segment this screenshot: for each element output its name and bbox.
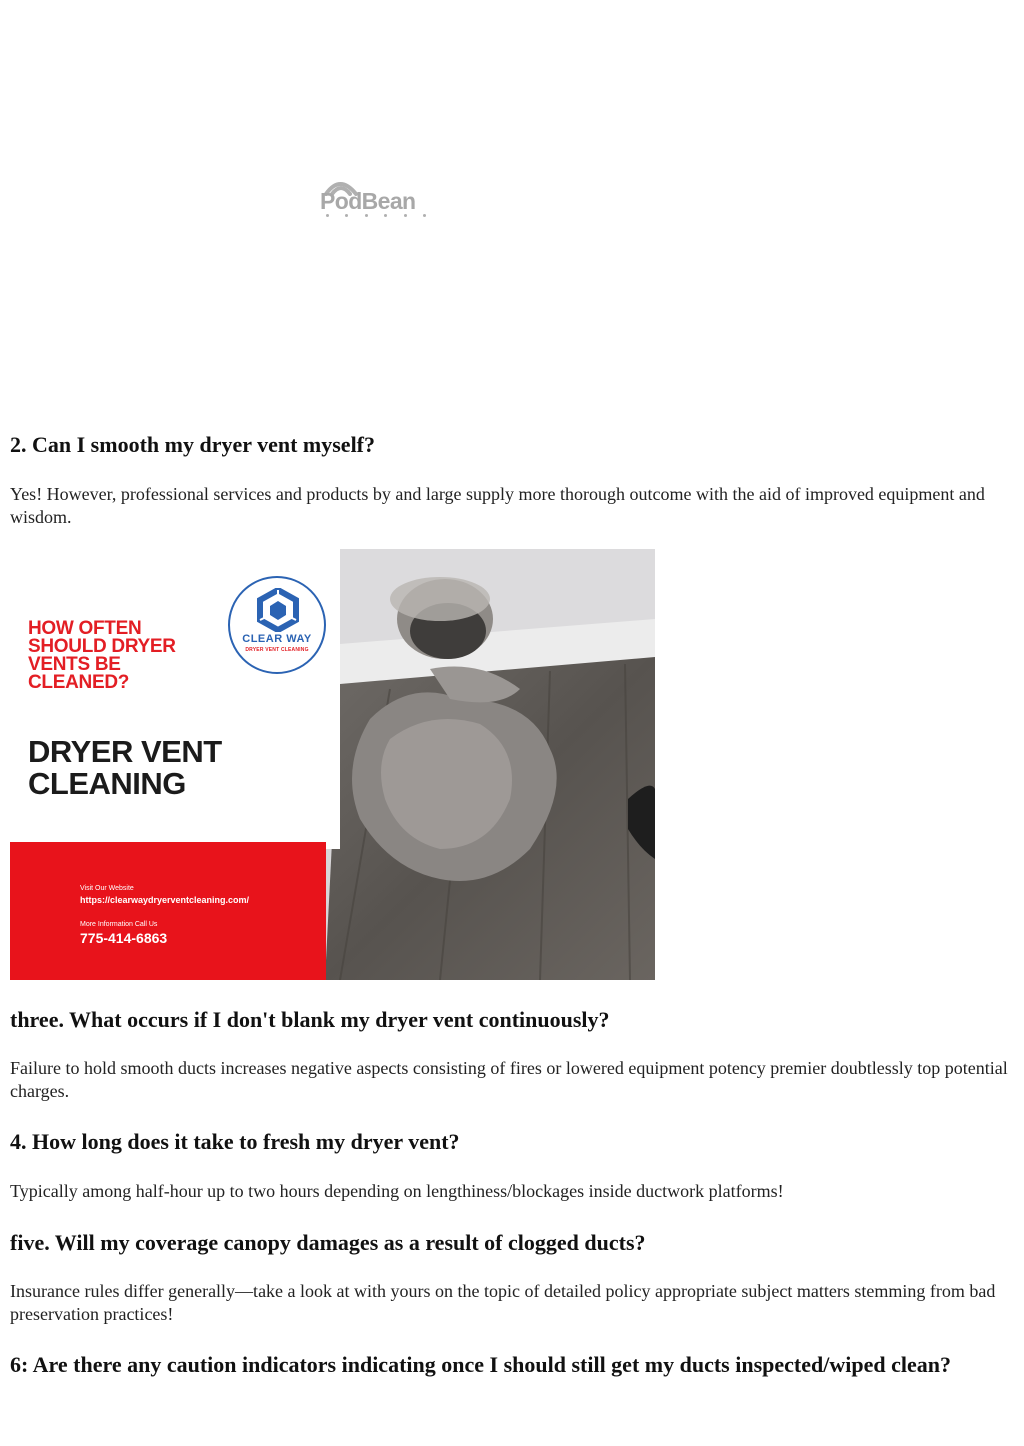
faq-heading-4: 4. How long does it take to fresh my dryer vent? [10, 1129, 460, 1154]
podbean-logo [320, 176, 426, 224]
podcast-player-embed[interactable] [10, 150, 735, 380]
faq-heading-5: five. Will my coverage canopy damages as a result of clogged ducts? [10, 1230, 646, 1255]
faq-heading-2: 2. Can I smooth my dryer vent myself? [10, 432, 376, 457]
badge-brand-name: CLEAR WAY [242, 633, 312, 645]
promo-headline: HOW OFTEN SHOULD DRYER VENTS BE CLEANED? [28, 618, 176, 693]
loading-dots [326, 214, 426, 220]
dryer-vent-promo-image [10, 549, 655, 980]
promo-phone: 775-414-6863 [80, 930, 168, 946]
faq-heading-3: three. What occurs if I don't blank my dryer vent continuously? [10, 1007, 610, 1032]
faq-answer-2: Yes! However, professional services and products by and large supply more thorough outcome with the aid of improved equipment and wisdom. [10, 484, 985, 527]
badge-brand-sub: DRYER VENT CLEANING [245, 647, 309, 653]
promo-title: DRYER VENT CLEANING [28, 734, 222, 801]
faq-answer-3: Failure to hold smooth ducts increases negative aspects consisting of fires or lowered equipment potency premier doubtlessly top potential charges. [10, 1058, 1008, 1101]
clear-way-logo [228, 576, 326, 674]
promo-visit-label: Visit Our Website [80, 885, 134, 892]
promo-url: https://clearwaydryerventcleaning.com/ [80, 895, 250, 905]
faq-answer-4: Typically among half-hour up to two hours depending on lengthiness/blockages inside ductwork platforms! [10, 1181, 784, 1201]
promo-call-label: More Information Call Us [80, 921, 158, 928]
podbean-wordmark: PodBean [320, 188, 416, 214]
faq-heading-6: 6: Are there any caution indicators indicating once I should still get my ducts inspected/wiped clean? [10, 1352, 951, 1377]
promo-contact-panel [10, 842, 326, 980]
hexagon-arrows-icon [256, 588, 300, 632]
faq-answer-5: Insurance rules differ generally—take a look at with yours on the topic of detailed policy appropriate subject matters stemming from bad preservation practices! [10, 1281, 996, 1324]
